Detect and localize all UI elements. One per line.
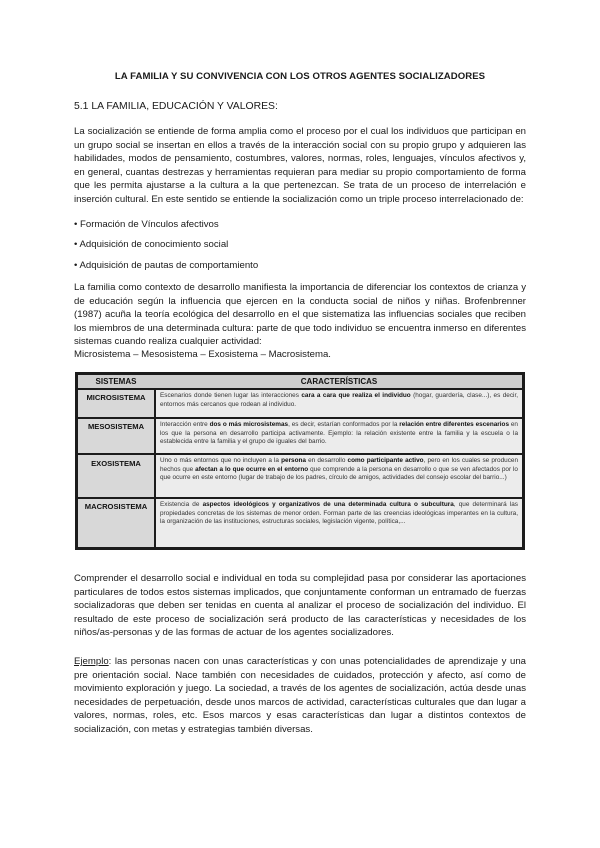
conclusion-paragraph: Comprender el desarrollo social e individual en toda su complejidad pasa por considerar las aportaciones particulares de todos estos sistemas implicados, que conjuntamente conforman un entramado de fuerzas socializadoras que deben ser tenidas en cuenta al analizar el proceso de socialización del individuo. El resultado de este proceso de socialización será producto de las características y necesidades de los niños/as-personas y de las formas de actuar de los agentes socializadores. (74, 573, 526, 639)
system-description: Existencia de aspectos ideológicos y organizativos de una determinada cultura o subcultura, que determinará las propiedades concretas de los sistemas de menor orden. Forman parte de las creencias ideológicas imperantes en la cultura, la organización de las instituciones, estructuras sociales, legislación vigente, política,... (156, 499, 522, 547)
table-header (78, 375, 522, 388)
system-name: EXOSISTEMA (78, 455, 154, 497)
section-heading: 5.1 LA FAMILIA, EDUCACIÓN Y VALORES: (74, 101, 278, 112)
bullet-item: • Formación de Vínculos afectivos (74, 219, 219, 230)
system-description: Escenarios donde tienen lugar las interacciones cara a cara que realiza el individuo (hogar, guardería, clase...), es decir, entornos más cercanos que rodean al individuo. (156, 390, 522, 417)
header-characteristics: CARACTERÍSTICAS (300, 377, 378, 386)
header-systems: SISTEMAS (95, 377, 137, 386)
example-text: : las personas nacen con unas características y con unas potencialidades de aprendizaje y una pre orientación social. Nace también con necesidades de cuidados, protección y afecto, así como de movimiento exploración y juego. La sociedad, a través de los agentes de socialización, actúa desde unas necesidades de perpetuación, desde unos marcos de actividad, características culturales que dan lugar a valores, normas, roles, etc. Esos marcos y esas características dan lugar a distintos contextos de socialización, con metas y estrategias también diversas. (74, 656, 526, 735)
bullet-item: • Adquisición de pautas de comportamiento (74, 260, 259, 271)
systems-line: Microsistema – Mesosistema – Exosistema – Macrosistema. (74, 349, 331, 360)
system-name: MICROSISTEMA (78, 390, 154, 417)
system-name: MESOSISTEMA (78, 419, 154, 453)
systems-table (75, 372, 525, 550)
bullet-item: • Adquisición de conocimiento social (74, 239, 229, 250)
intro-paragraph: La socialización se entiende de forma amplia como el proceso por el cual los individuos que participan en un grupo social se insertan en ellos a través de la interacción social con su propio grupo y adquieren las habilidades, modos de pensamiento, costumbres, valores, normas, roles, lenguajes, vínculos afectivos y, en general, cuantas destrezas y herramientas requieran para mediar su propio comportamiento de forma que les permita ajustarse a la cultura a la que pertenezcan. Se trata de un proceso de interrelación e inserción cultural. En este sentido se entiende la socialización como un triple proceso interrelacionado de: (74, 126, 526, 205)
system-description: Uno o más entornos que no incluyen a la persona en desarrollo como participante activo, pero en los cuales se producen hechos que afectan a lo que ocurre en el entorno que comprende a la persona en desarrollo o que se ven afectados por lo que ocurre en este entorno (lugar de trabajo de los padres, círculo de amigos, actividades del consejo escolar del barrio...) (156, 455, 522, 497)
document-title: LA FAMILIA Y SU CONVIVENCIA CON LOS OTROS AGENTES SOCIALIZADORES (114, 71, 486, 82)
table-row (78, 499, 522, 547)
system-name: MACROSISTEMA (78, 499, 154, 547)
example-paragraph (74, 655, 526, 737)
example-label: Ejemplo (74, 656, 109, 667)
table-row (78, 390, 522, 417)
family-context-paragraph: La familia como contexto de desarrollo manifiesta la importancia de diferenciar los contextos de crianza y de educación según la influencia que ejercen en la conducta social de niños y niñas. Brofenbrenner (1987) acuña la teoría ecológica del desarrollo en el que sistematiza las influencias sociales que reciben los miembros de una determinada cultura: parte de que todo individuo se encuentra inmerso en diferentes sistemas cuando realiza cualquier actividad: (74, 282, 526, 348)
system-description: Interacción entre dos o más microsistemas, es decir, estarían conformados por la relación entre diferentes escenarios en los que la persona en desarrollo participa activamente. Ejemplo: la relación existente entre la familia y la escuela o la establecida entre la familia y el grupo de iguales del barrio. (156, 419, 522, 453)
table-row (78, 419, 522, 453)
table-row (78, 455, 522, 497)
